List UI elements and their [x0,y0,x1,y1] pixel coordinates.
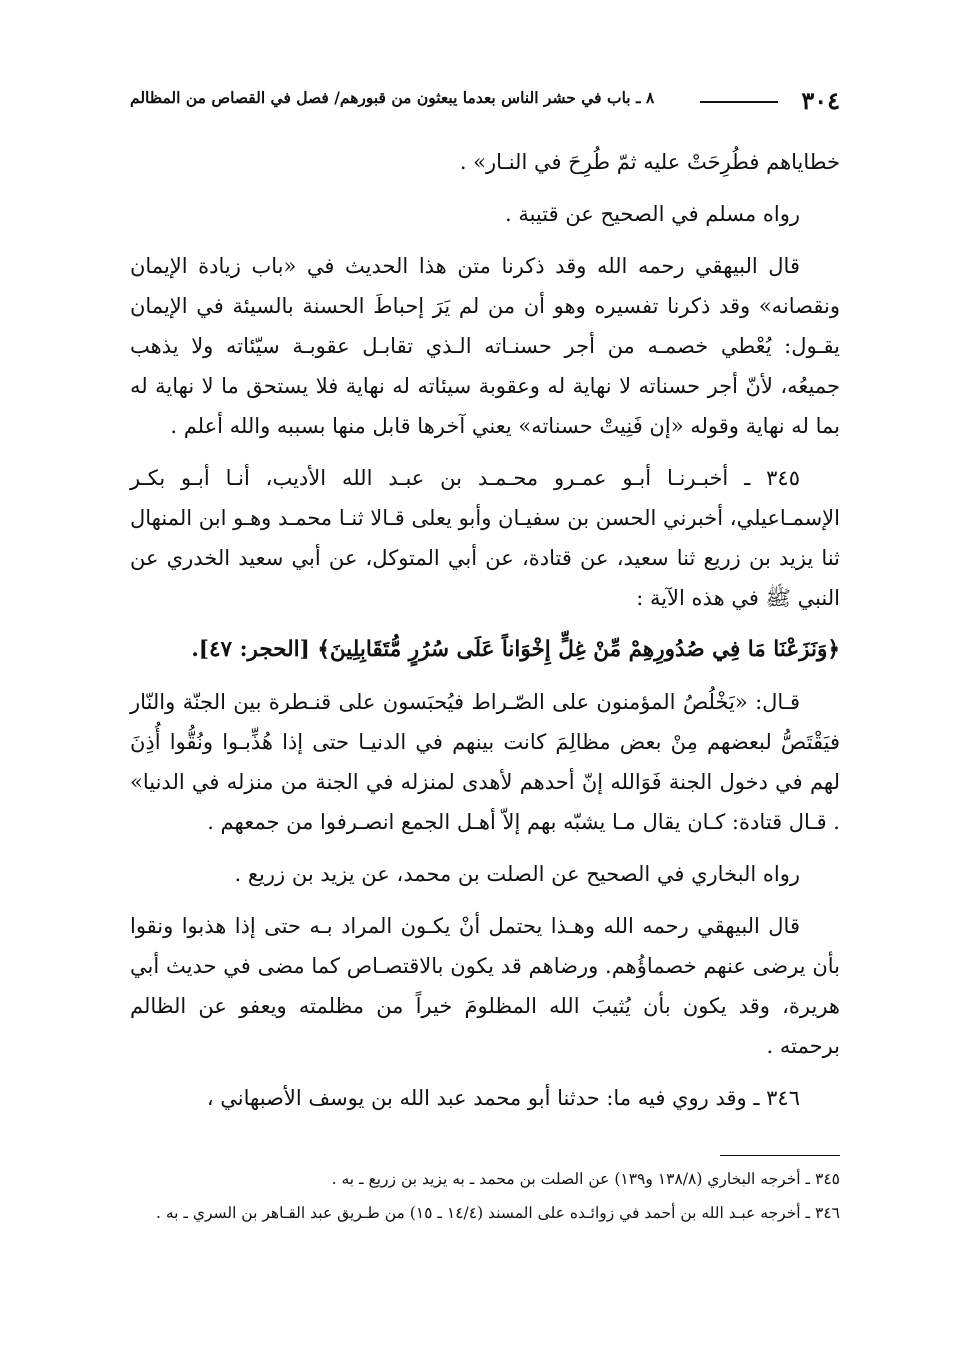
footnote-346: ٣٤٦ ـ أخرجه عبـد الله بن أحمد في زوائـده على المسند (١٤/٤ ـ ١٥) من طـريق عبد القـاهر بن السري ـ به . [155,1204,840,1222]
header-rule [700,101,778,103]
footnote-345: ٣٤٥ ـ أخرجه البخاري (١٣٨/٨ و١٣٩) عن الصلت بن محمد ـ به يزيد بن زريع ـ به . [331,1170,840,1188]
paragraph-bayhaqi-commentary-2: قال البيهقي رحمه الله وهـذا يحتمل أنْ يكـون المراد بـه حتى إذا هذبوا ونقوا بأن يرضى عنهم خصماؤُهم. ورضاهم قد يكون بالاقتصـاص كما مضى في حديث أبي هريرة، وقد يكون بأن يُثيبَ الله المظلومَ خيراً من مظلمته ويعفو عن الظالم برحمته . [130,914,840,1058]
footnotes [130,1164,840,1232]
paragraph-narration-bukhari: رواه البخاري في الصحيح عن الصلت بن محمد، عن يزيد بن زريع . [234,862,800,886]
footnote-separator [720,1155,840,1156]
quran-verse: ﴿وَنَزَعْنَا مَا فِي صُدُورِهِمْ مِّنْ غِلٍّ إِخْوَاناً عَلَى سُرُرٍ مُّتَقَابِلِينَ﴾ [الحجر: ٤٧]. [191,637,840,662]
paragraph-bayhaqi-commentary-1: قال البيهقي رحمه الله وقد ذكرنا متن هذا الحديث في «باب زيادة الإيمان ونقصانه» وقد ذكرنا تفسيره وهو أن من لم يَرَ إحباطَ الحسنة بالسيئة في الإيمان يقـول: يُعْطي خصمـه من أجر حسنـاته الـذي تقابـل عقوبـة سيّئاته ولا يذهب جميعُه، لأنّ أجر حسناته لا نهاية له وعقوبة سيئاته له نهاية فلا يستحق ما لا نهاية له بما له نهاية وقوله «إن فَنِيتْ حسناته» يعني آخرها قابل منها بسببه والله أعلم . [130,254,840,438]
paragraph-hadith-346: ٣٤٦ ـ وقد روي فيه ما: حدثنا أبو محمد عبد الله بن يوسف الأصبهاني ، [206,1086,800,1110]
page-header [130,86,840,116]
paragraph-hadith-345: ٣٤٥ ـ أخبـرنـا أبـو عمـرو محـمـد بن عبـد الله الأديب، أنـا أبـو بكـر الإسمـاعيلي، أخبرني الحسن بن سفيـان وأبو يعلى قـالا ثنـا محمـد وهـو ابن المنهال ثنا يزيد بن زريع ثنا سعيد، عن قتادة، عن أبي المتوكل، عن أبي سعيد الخدري عن النبي ﷺ في هذه الآية : [130,466,840,610]
paragraph-continuation: خطاياهم فطُرِحَتْ عليه ثمّ طُرِحَ في النـار» . [459,150,840,174]
paragraph-narration-muslim: رواه مسلم في الصحيح عن قتيبة . [504,202,800,226]
main-text [130,142,840,1130]
book-page [130,72,840,1332]
page-number: ٣٠٤ [801,86,840,115]
running-title: ٨ ـ باب في حشر الناس بعدما يبعثون من قبورهم/ فصل في القصاص من المظالم [130,88,655,107]
paragraph-hadith-text: قـال: «يَخْلُصُ المؤمنون على الصّـراط فيُحبَسون على قنـطرة بين الجنّة والنّار فيَقْتَصُّ لبعضهم مِنْ بعض مظالِمَ كانت بينهم في الدنيـا حتى إذا هُذِّبـوا ونُقُّوا أُذِنَ لهم في دخول الجنة فَوَالله إنّ أحدهم لأهدى لمنزله في الجنة من منزله في الدنيا» . قـال قتادة: كـان يقال مـا يشبّه بهم إلاّ أهـل الجمع انصـرفوا من جمعهم . [130,690,840,834]
